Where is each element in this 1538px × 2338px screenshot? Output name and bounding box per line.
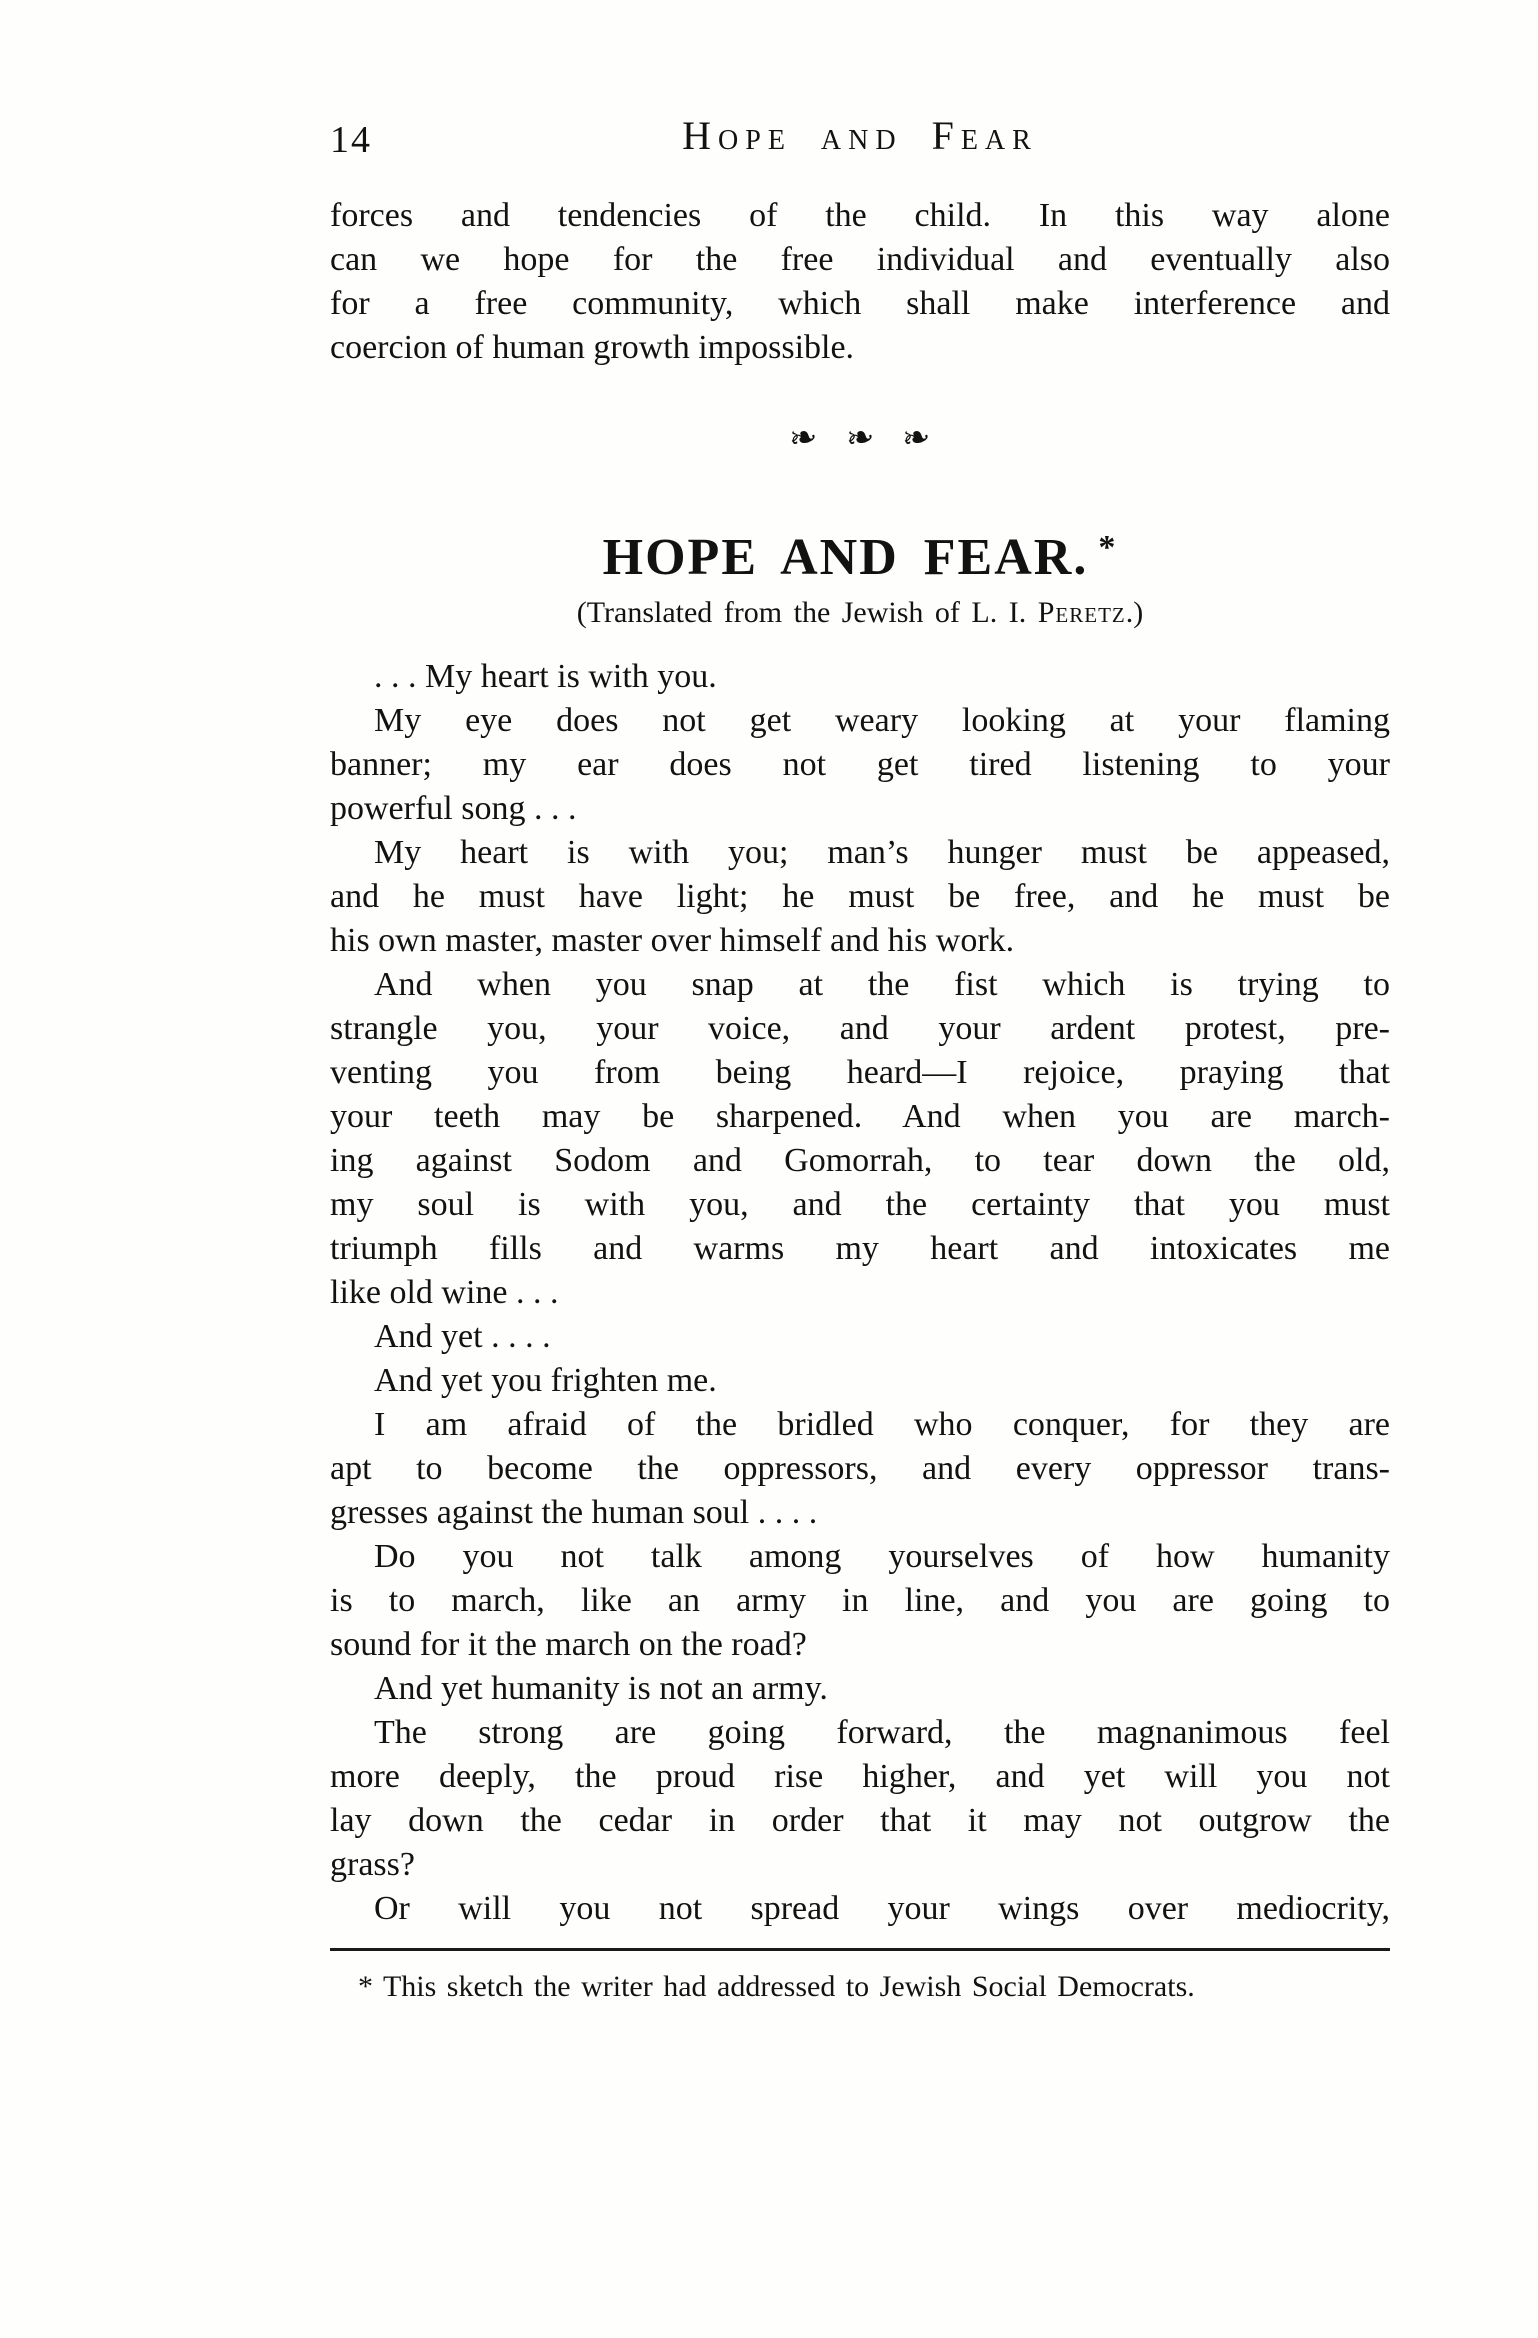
leaf-ornament-icon: ❧ xyxy=(786,416,821,460)
footnote xyxy=(330,1968,1390,2006)
text-line: your teeth may be sharpened. And when you are march- xyxy=(330,1098,1390,1135)
text-line: And yet you frighten me. xyxy=(374,1362,717,1399)
subtitle-suffix: .) xyxy=(1125,596,1144,629)
author-name: Peretz xyxy=(1037,596,1126,629)
text-line: can we hope for the free individual and eventually also xyxy=(330,241,1390,278)
text-line: apt to become the oppressors, and every oppressor trans- xyxy=(330,1450,1390,1487)
text-line: My eye does not get weary looking at your flaming xyxy=(374,702,1390,739)
text-line: lay down the cedar in order that it may not outgrow the xyxy=(330,1802,1390,1839)
footnote-marker: * xyxy=(1098,529,1118,566)
text-line: powerful song . . . xyxy=(330,790,577,827)
paragraph xyxy=(330,1667,1390,1711)
text-line: My heart is with you; man’s hunger must be appeased, xyxy=(374,834,1390,871)
paragraph xyxy=(330,1403,1390,1535)
text-line: like old wine . . . xyxy=(330,1274,559,1311)
text-line: venting you from being heard—I rejoice, praying that xyxy=(330,1054,1390,1091)
text-line: banner; my ear does not get tired listening to your xyxy=(330,746,1390,783)
text-line: triumph fills and warms my heart and intoxicates me xyxy=(330,1230,1390,1267)
text-line: I am afraid of the bridled who conquer, for they are xyxy=(374,1406,1390,1443)
text-line: for a free community, which shall make interference and xyxy=(330,285,1390,322)
section-title-text: HOPE AND FEAR. xyxy=(602,529,1089,586)
leaf-ornament-icon: ❧ xyxy=(843,416,877,460)
page-number: 14 xyxy=(330,119,372,161)
text-line: his own master, master over himself and his work. xyxy=(330,922,1015,959)
text-line: more deeply, the proud rise higher, and yet will you not xyxy=(330,1758,1390,1795)
text-line: gresses against the human soul . . . . xyxy=(330,1494,818,1531)
paragraph xyxy=(330,1359,1390,1403)
paragraph xyxy=(330,655,1390,699)
text-line: is to march, like an army in line, and you are going to xyxy=(330,1582,1390,1619)
text-line: ing against Sodom and Gomorrah, to tear down the old, xyxy=(330,1142,1390,1179)
paragraph xyxy=(330,1711,1390,1887)
running-title: Hope and Fear xyxy=(682,113,1038,158)
text-line: and he must have light; he must be free, and he must be xyxy=(330,878,1390,915)
text-line: my soul is with you, and the certainty that you must xyxy=(330,1186,1390,1223)
section-title xyxy=(330,520,1390,586)
body-text xyxy=(330,655,1390,1931)
text-line: forces and tendencies of the child. In this way alone xyxy=(330,197,1390,234)
footnote-text: * This sketch the writer had addressed to Jewish Social Democrats. xyxy=(358,1970,1195,2003)
intro-paragraph xyxy=(330,194,1390,370)
text-line: And yet . . . . xyxy=(374,1318,551,1355)
subtitle-prefix: (Translated from the Jewish of L. I. xyxy=(576,596,1038,629)
text-line: The strong are going forward, the magnanimous feel xyxy=(374,1714,1390,1751)
paragraph xyxy=(330,831,1390,963)
page-header xyxy=(330,112,1390,164)
paragraph xyxy=(330,963,1390,1315)
text-line: . . . My heart is with you. xyxy=(374,658,717,695)
text-line: strangle you, your voice, and your ardent protest, pre- xyxy=(330,1010,1390,1047)
paragraph xyxy=(330,1535,1390,1667)
leaf-ornament-icon: ❧ xyxy=(899,416,934,460)
text-line: sound for it the march on the road? xyxy=(330,1626,807,1663)
text-line: coercion of human growth impossible. xyxy=(330,329,855,366)
text-line: grass? xyxy=(330,1846,415,1883)
text-line: And when you snap at the fist which is trying to xyxy=(374,966,1390,1003)
paragraph xyxy=(330,1887,1390,1931)
section-ornament xyxy=(330,418,1390,458)
paragraph xyxy=(330,1315,1390,1359)
paragraph xyxy=(330,699,1390,831)
text-line: And yet humanity is not an army. xyxy=(374,1670,828,1707)
text-line: Do you not talk among yourselves of how humanity xyxy=(374,1538,1390,1575)
text-line: Or will you not spread your wings over mediocrity, xyxy=(374,1890,1390,1927)
section-subtitle xyxy=(330,594,1390,632)
footnote-divider xyxy=(330,1948,1390,1951)
